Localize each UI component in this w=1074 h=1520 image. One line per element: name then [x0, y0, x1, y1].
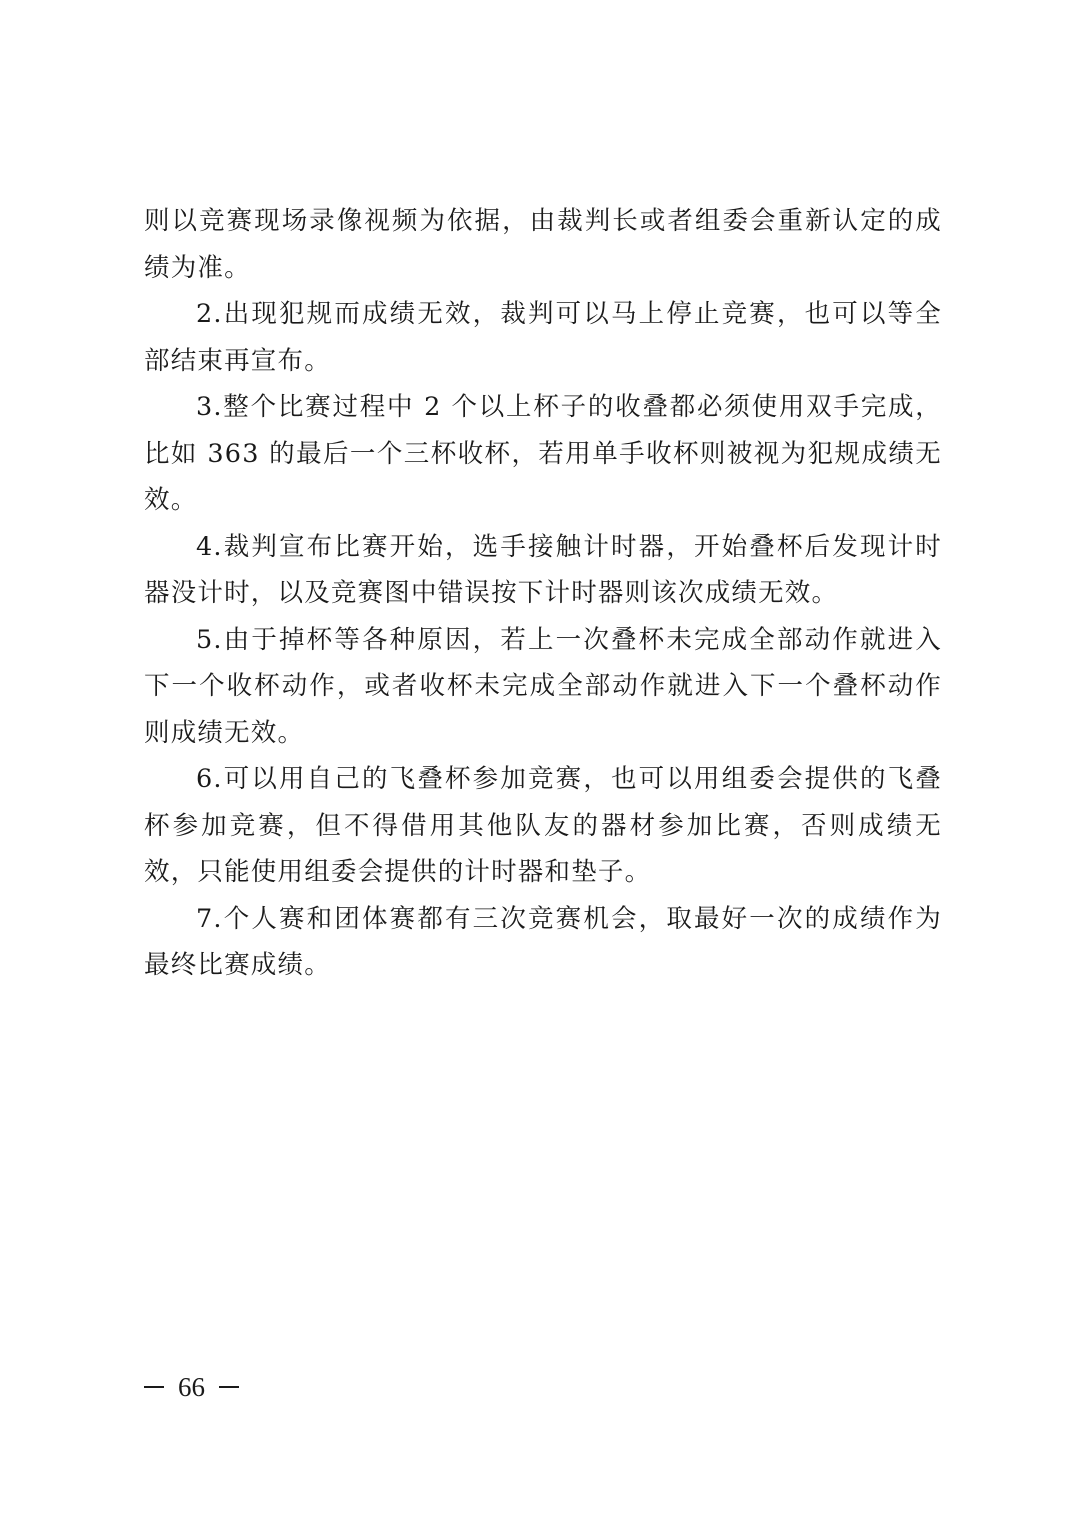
paragraph-continued: 则以竞赛现场录像视频为依据，由裁判长或者组委会重新认定的成绩为准。: [144, 206, 942, 283]
page-number: 66: [178, 1372, 205, 1402]
page-number-left-dash: [144, 1386, 164, 1388]
paragraph-rule-2: 2.出现犯规而成绩无效，裁判可以马上停止竞赛，也可以等全部结束再宣布。: [144, 299, 942, 376]
paragraph-rule-5: 5.由于掉杯等各种原因，若上一次叠杯未完成全部动作就进入下一个收杯动作，或者收杯未完成全部动作就进入下一个叠杯动作则成绩无效。: [144, 624, 942, 748]
paragraph-rule-4: 4.裁判宣布比赛开始，选手接触计时器，开始叠杯后发现计时器没计时，以及竞赛图中错误按下计时器则该次成绩无效。: [144, 531, 942, 608]
paragraph-rule-7: 7.个人赛和团体赛都有三次竞赛机会，取最好一次的成绩作为最终比赛成绩。: [144, 903, 942, 980]
page-footer: [144, 1370, 239, 1404]
paragraph-rule-3: 3.整个比赛过程中 2 个以上杯子的收叠都必须使用双手完成，比如 363 的最后一个三杯收杯，若用单手收杯则被视为犯规成绩无效。: [144, 392, 942, 515]
paragraph-rule-6: 6.可以用自己的飞叠杯参加竞赛，也可以用组委会提供的飞叠杯参加竞赛，但不得借用其他队友的器材参加比赛，否则成绩无效，只能使用组委会提供的计时器和垫子。: [144, 764, 942, 887]
page-number-right-dash: [219, 1386, 239, 1388]
document-body: [144, 198, 942, 989]
